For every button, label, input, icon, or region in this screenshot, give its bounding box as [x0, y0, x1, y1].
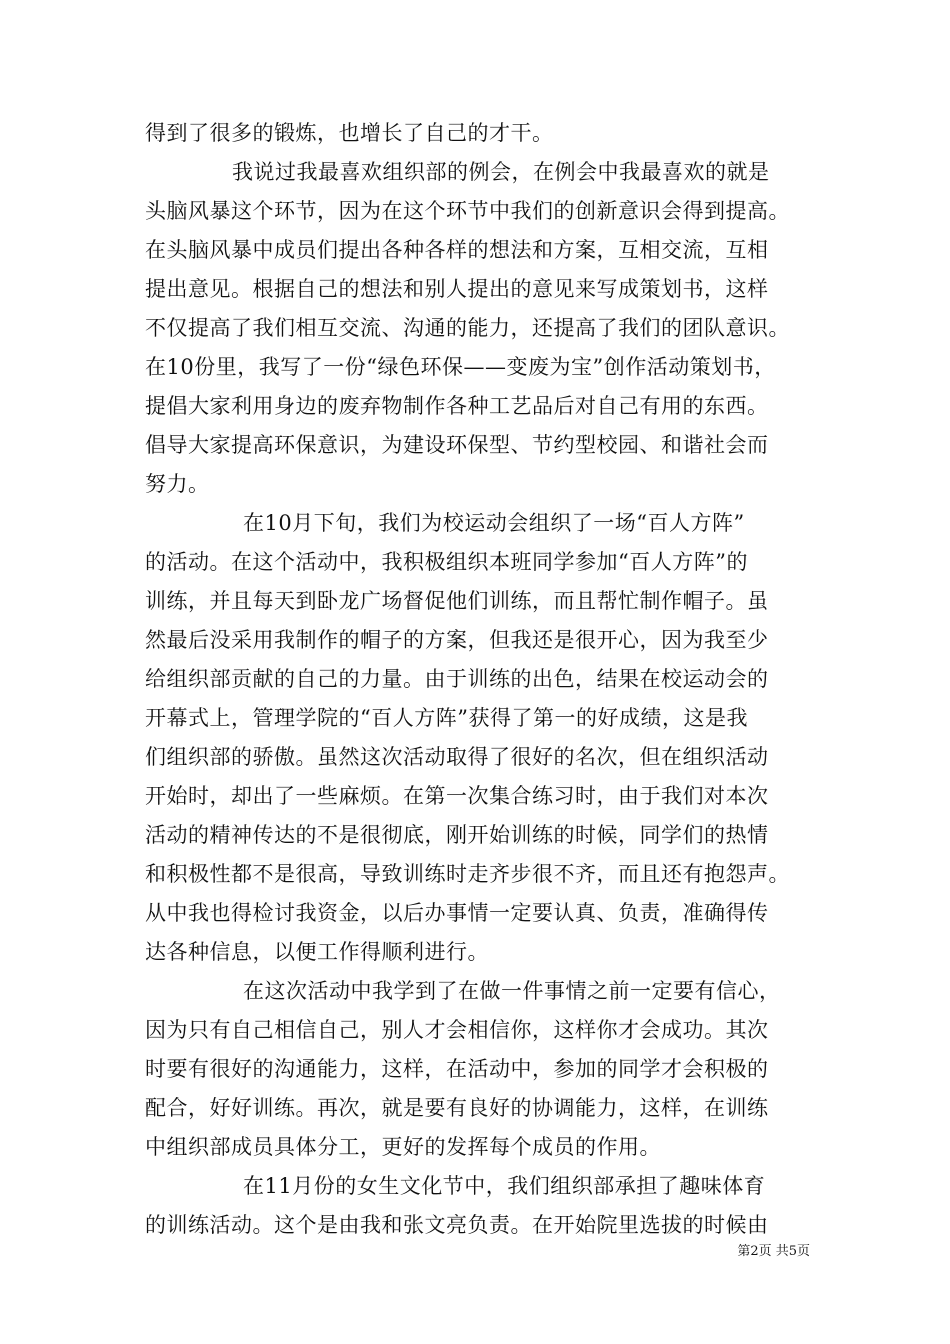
text-line-22: 达各种信息，以便工作得顺利进行。 — [145, 940, 489, 964]
text-line-10: 努力。 — [145, 472, 210, 496]
text-line-17: 们组织部的骄傲。虽然这次活动取得了很好的名次，但在组织活动 — [145, 745, 769, 769]
text-line-23: 在这次活动中我学到了在做一件事情之前一定要有信心， — [243, 979, 781, 1003]
text-line-19: 活动的精神传达的不是很彻底，刚开始训练的时候，同学们的热情 — [145, 823, 769, 847]
text-line-9: 倡导大家提高环保意识，为建设环保型、节约型校园、和谐社会而 — [145, 433, 769, 457]
text-line-24: 因为只有自己相信自己，别人才会相信你，这样你才会成功。其次 — [145, 1018, 769, 1042]
text-line-18: 开始时，却出了一些麻烦。在第一次集合练习时，由于我们对本次 — [145, 784, 769, 808]
text-line-7: 在10份里，我写了一份“绿色环保——变废为宝”创作活动策划书， — [145, 355, 776, 379]
text-line-28: 在11月份的女生文化节中，我们组织部承担了趣味体育 — [243, 1174, 766, 1198]
text-line-2: 我说过我最喜欢组织部的例会，在例会中我最喜欢的就是 — [232, 160, 770, 184]
text-line-12: 的活动。在这个活动中，我积极组织本班同学参加“百人方阵”的 — [145, 550, 748, 574]
text-line-14: 然最后没采用我制作的帽子的方案，但我还是很开心，因为我至少 — [145, 628, 769, 652]
page-number-footer: 第2页 共5页 — [737, 1244, 810, 1259]
text-line-1: 得到了很多的锻炼，也增长了自己的才干。 — [145, 121, 554, 145]
text-line-15: 给组织部贡献的自己的力量。由于训练的出色，结果在校运动会的 — [145, 667, 769, 691]
text-line-21: 从中我也得检讨我资金，以后办事情一定要认真、负责，准确得传 — [145, 901, 769, 925]
text-line-4: 在头脑风暴中成员们提出各种各样的想法和方案，互相交流，互相 — [145, 238, 769, 262]
text-line-8: 提倡大家利用身边的废弃物制作各种工艺品后对自己有用的东西。 — [145, 394, 769, 418]
text-line-6: 不仅提高了我们相互交流、沟通的能力，还提高了我们的团队意识。 — [145, 316, 790, 340]
text-line-27: 中组织部成员具体分工，更好的发挥每个成员的作用。 — [145, 1135, 661, 1159]
text-line-11: 在10月下旬，我们为校运动会组织了一场“百人方阵” — [243, 511, 745, 535]
text-line-26: 配合，好好训练。再次，就是要有良好的协调能力，这样，在训练 — [145, 1096, 769, 1120]
text-line-29: 的训练活动。这个是由我和张文亮负责。在开始院里选拔的时候由 — [145, 1213, 769, 1237]
text-line-20: 和积极性都不是很高，导致训练时走齐步很不齐，而且还有抱怨声。 — [145, 862, 790, 886]
text-line-5: 提出意见。根据自己的想法和别人提出的意见来写成策划书，这样 — [145, 277, 769, 301]
text-line-16: 开幕式上，管理学院的“百人方阵”获得了第一的好成绩，这是我 — [145, 706, 748, 730]
text-line-3: 头脑风暴这个环节，因为在这个环节中我们的创新意识会得到提高。 — [145, 199, 790, 223]
text-line-13: 训练，并且每天到卧龙广场督促他们训练，而且帮忙制作帽子。虽 — [145, 589, 769, 613]
text-line-25: 时要有很好的沟通能力，这样，在活动中，参加的同学才会积极的 — [145, 1057, 769, 1081]
